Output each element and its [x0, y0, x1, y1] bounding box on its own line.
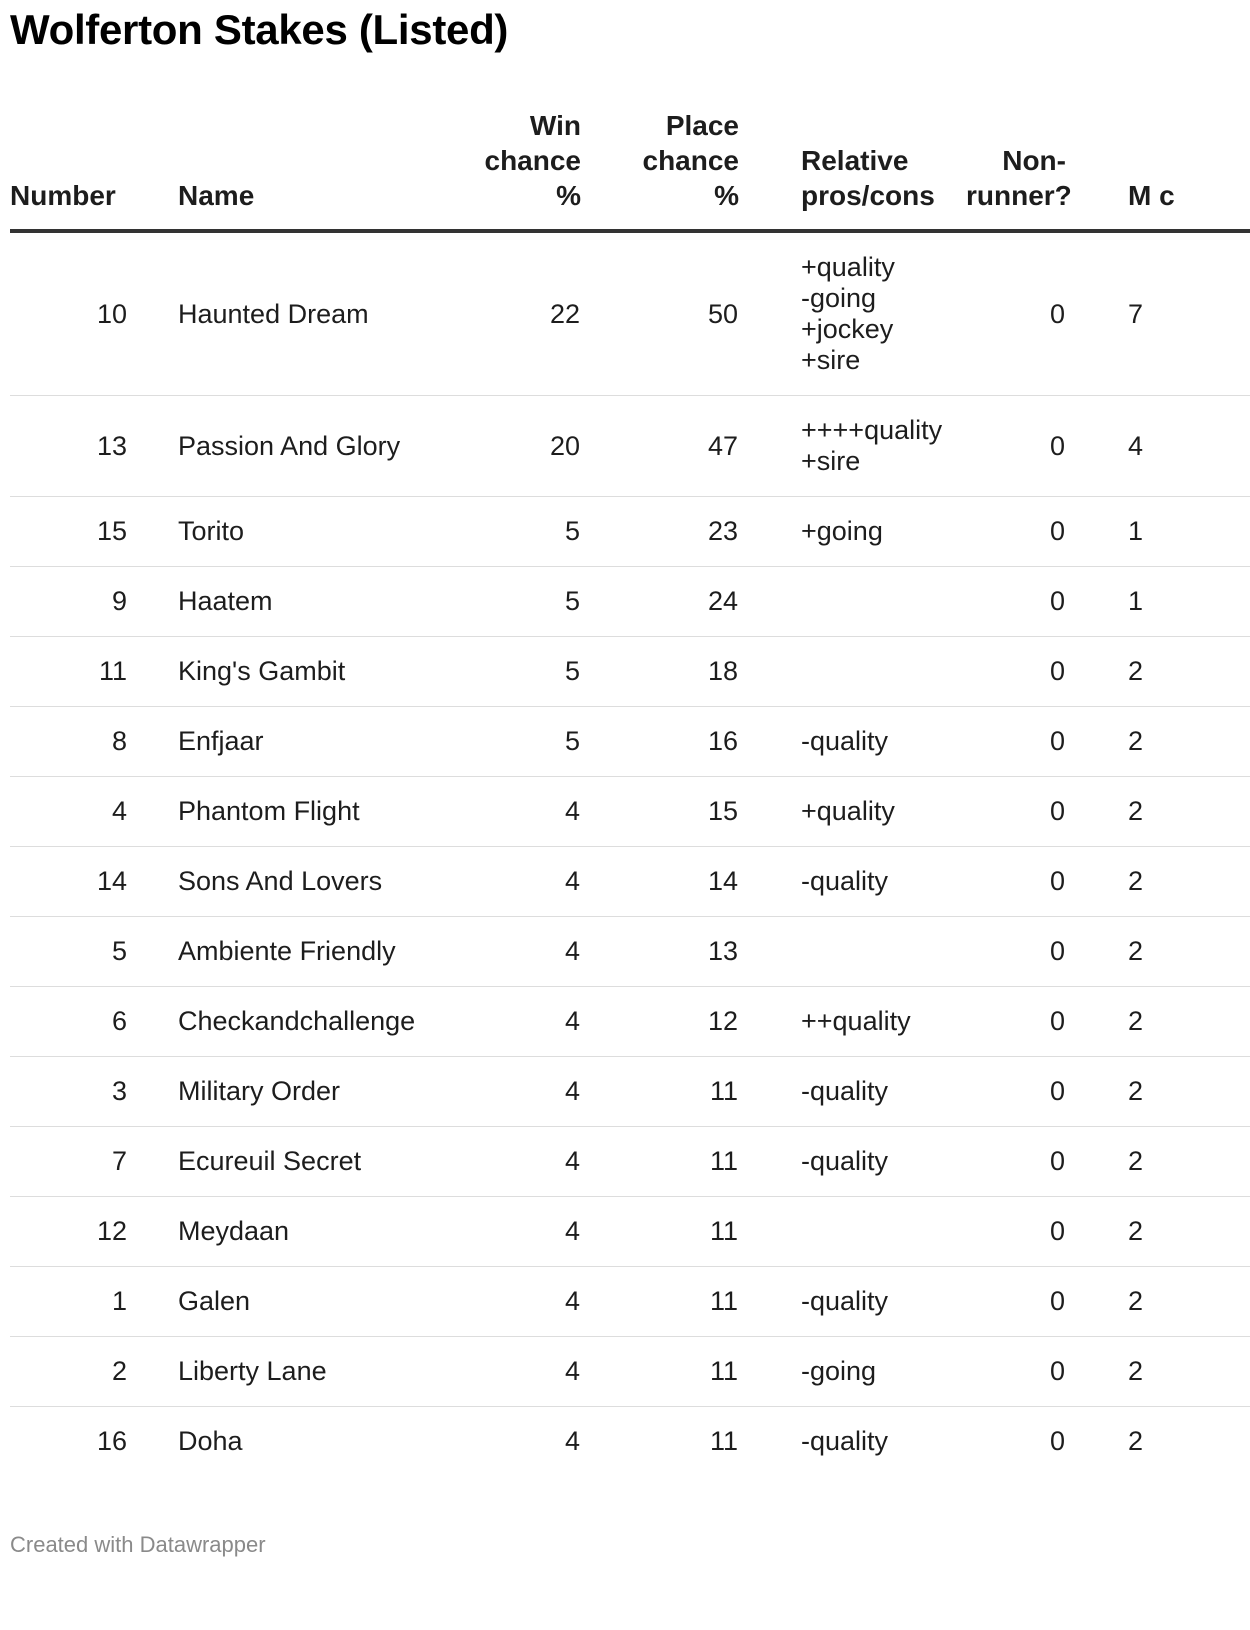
- cell-name: King's Gambit: [127, 637, 429, 707]
- column-header-extra[interactable]: M c: [1066, 108, 1250, 231]
- cell-extra: 2: [1066, 847, 1250, 917]
- cell-pros-cons: [739, 637, 926, 707]
- cell-pros-cons: -quality: [739, 847, 926, 917]
- cell-name: Torito: [127, 497, 429, 567]
- cell-non-runner: 0: [926, 777, 1066, 847]
- cell-win-chance: 4: [429, 1267, 581, 1337]
- table-row: [10, 847, 1250, 917]
- cell-win-chance: 4: [429, 1127, 581, 1197]
- cell-number: 6: [10, 987, 127, 1057]
- cell-non-runner: 0: [1049, 1426, 1065, 1456]
- table-row: [10, 987, 1250, 1057]
- cell-extra: 2: [1066, 1267, 1250, 1337]
- table-row: [10, 567, 1250, 637]
- cell-number: 2: [10, 1337, 127, 1407]
- cell-extra: 1: [1066, 567, 1250, 637]
- table-row: [10, 777, 1250, 847]
- cell-non-runner: 0: [926, 1337, 1066, 1407]
- cell-name: Meydaan: [127, 1197, 429, 1267]
- cell-place-chance: 14: [581, 847, 739, 917]
- cell-pros-cons: -quality: [739, 1127, 926, 1197]
- cell-place-chance: 50: [581, 231, 739, 396]
- table-row: [10, 637, 1250, 707]
- cell-extra: 2: [1066, 777, 1250, 847]
- cell-non-runner: 0: [926, 1127, 1066, 1197]
- cell-place-chance: 11: [581, 1127, 739, 1197]
- cell-name: Liberty Lane: [127, 1337, 429, 1407]
- cell-extra: 1: [1066, 497, 1250, 567]
- cell-place-chance: 11: [581, 1197, 739, 1267]
- cell-pros-cons: -quality: [739, 1267, 926, 1337]
- cell-name: Sons And Lovers: [127, 847, 429, 917]
- cell-pros-cons: [739, 1197, 926, 1267]
- cell-win-chance: 4: [429, 987, 581, 1057]
- cell-name: Enfjaar: [127, 707, 429, 777]
- cell-pros-cons: +quality: [739, 777, 926, 847]
- cell-place-chance: 13: [581, 917, 739, 987]
- cell-non-runner: 0: [926, 1267, 1066, 1337]
- cell-extra: 2: [1066, 1127, 1250, 1197]
- cell-name: Checkandchallenge: [127, 987, 429, 1057]
- cell-place-chance: 23: [581, 497, 739, 567]
- cell-non-runner: 0: [926, 1197, 1066, 1267]
- cell-number: 13: [10, 396, 127, 497]
- table-row: [10, 707, 1250, 777]
- cell-place-chance: 47: [581, 396, 739, 497]
- cell-number: 4: [10, 777, 127, 847]
- cell-non-runner: 0: [926, 707, 1066, 777]
- cell-non-runner: 0: [926, 396, 1066, 497]
- cell-non-runner: 0: [926, 231, 1066, 396]
- cell-extra: 2: [1066, 1057, 1250, 1127]
- cell-extra: 2: [1066, 637, 1250, 707]
- table-body: [10, 231, 1250, 1476]
- table-row: [10, 231, 1250, 396]
- cell-win-chance: 4: [429, 1197, 581, 1267]
- cell-extra: 2: [1066, 707, 1250, 777]
- column-header-non-runner[interactable]: Non-runner?: [926, 108, 1066, 231]
- column-header-win-chance[interactable]: Win chance %: [429, 108, 581, 231]
- cell-place-chance: 11: [581, 1337, 739, 1407]
- cell-win-chance: 22: [429, 231, 581, 396]
- cell-win-chance: 5: [429, 637, 581, 707]
- cell-extra: 7: [1066, 231, 1250, 396]
- cell-name: Passion And Glory: [127, 396, 429, 497]
- cell-name: Ambiente Friendly: [127, 917, 429, 987]
- cell-pros-cons: ++quality: [739, 987, 926, 1057]
- cell-number: 5: [10, 917, 127, 987]
- cell-pros-cons: [739, 917, 926, 987]
- cell-place-chance: 11: [709, 1426, 738, 1456]
- cell-win-chance: 4: [429, 1337, 581, 1407]
- table-row: [10, 1197, 1250, 1267]
- cell-number: 7: [10, 1127, 127, 1197]
- cell-pros-cons: -quality: [801, 1426, 889, 1456]
- cell-pros-cons: -going: [739, 1337, 926, 1407]
- table-row: [10, 1127, 1250, 1197]
- cell-extra: 2: [1066, 917, 1250, 987]
- runners-table: [10, 108, 1250, 1476]
- table-row: [10, 1057, 1250, 1127]
- cell-win-chance: 4: [429, 847, 581, 917]
- cell-non-runner: 0: [926, 847, 1066, 917]
- cell-place-chance: 15: [581, 777, 739, 847]
- cell-pros-cons: [739, 567, 926, 637]
- footer-credit: Created with Datawrapper: [10, 1532, 266, 1557]
- cell-extra: 2: [1066, 1197, 1250, 1267]
- table-row: [10, 497, 1250, 567]
- column-header-name[interactable]: Name: [127, 108, 429, 231]
- cell-number: 8: [10, 707, 127, 777]
- column-header-pros-cons[interactable]: Relative pros/cons: [739, 108, 926, 231]
- cell-win-chance: 5: [429, 707, 581, 777]
- cell-win-chance: 5: [429, 567, 581, 637]
- cell-number: 1: [10, 1267, 127, 1337]
- cell-number: 3: [10, 1057, 127, 1127]
- page-title: Wolferton Stakes (Listed): [10, 6, 509, 53]
- cell-name: Galen: [127, 1267, 429, 1337]
- cell-pros-cons: -quality: [739, 1057, 926, 1127]
- cell-extra: 2: [1066, 987, 1250, 1057]
- column-header-number[interactable]: Number: [10, 108, 127, 231]
- cell-win-chance: 4: [429, 917, 581, 987]
- cell-place-chance: 18: [581, 637, 739, 707]
- cell-win-chance: 4: [429, 1057, 581, 1127]
- cell-place-chance: 16: [581, 707, 739, 777]
- cell-place-chance: 12: [581, 987, 739, 1057]
- cell-non-runner: 0: [926, 497, 1066, 567]
- cell-non-runner: 0: [926, 917, 1066, 987]
- cell-place-chance: 24: [581, 567, 739, 637]
- cell-name: Haatem: [127, 567, 429, 637]
- cell-win-chance: 5: [429, 497, 581, 567]
- table-row: [10, 1337, 1250, 1407]
- table-container: [10, 108, 1175, 1528]
- cell-number: 10: [10, 231, 127, 396]
- cell-number: 9: [10, 567, 127, 637]
- cell-win-chance: 4: [429, 777, 581, 847]
- cell-non-runner: 0: [926, 637, 1066, 707]
- cell-pros-cons: +quality -going +jockey +sire: [739, 231, 926, 396]
- cell-number: 14: [10, 847, 127, 917]
- cell-name: Phantom Flight: [127, 777, 429, 847]
- cell-number: 15: [10, 497, 127, 567]
- cell-pros-cons: -quality: [739, 707, 926, 777]
- cell-pros-cons: ++++quality +sire: [739, 396, 926, 497]
- cell-number: 12: [10, 1197, 127, 1267]
- table-row: [10, 1407, 1250, 1477]
- cell-non-runner: 0: [926, 567, 1066, 637]
- table-row: [10, 1267, 1250, 1337]
- cell-place-chance: 11: [581, 1267, 739, 1337]
- cell-name: Haunted Dream: [127, 231, 429, 396]
- table-row: [10, 917, 1250, 987]
- table-row: [10, 396, 1250, 497]
- cell-extra: 2: [1128, 1426, 1144, 1456]
- cell-non-runner: 0: [926, 1057, 1066, 1127]
- cell-win-chance: 4: [564, 1426, 580, 1456]
- cell-name: Doha: [178, 1426, 243, 1456]
- cell-number: 16: [96, 1426, 127, 1456]
- cell-extra: 2: [1066, 1337, 1250, 1407]
- cell-name: Ecureuil Secret: [127, 1127, 429, 1197]
- cell-pros-cons: +going: [739, 497, 926, 567]
- cell-place-chance: 11: [581, 1057, 739, 1127]
- column-header-place-chance[interactable]: Place chance %: [581, 108, 739, 231]
- cell-win-chance: 20: [429, 396, 581, 497]
- cell-number: 11: [10, 637, 127, 707]
- cell-name: Military Order: [127, 1057, 429, 1127]
- cell-non-runner: 0: [926, 987, 1066, 1057]
- header-row: [10, 108, 1250, 231]
- cell-extra: 4: [1066, 396, 1250, 497]
